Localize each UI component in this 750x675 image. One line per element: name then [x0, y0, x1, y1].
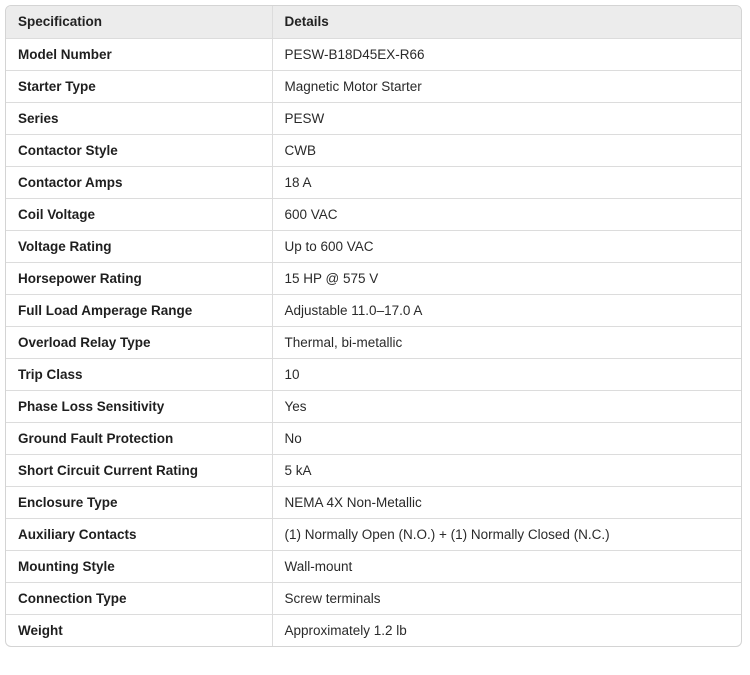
- spec-name-cell: Contactor Amps: [6, 166, 272, 198]
- spec-table: [6, 6, 741, 646]
- spec-detail-cell: (1) Normally Open (N.O.) + (1) Normally Closed (N.C.): [272, 518, 741, 550]
- spec-name-cell: Overload Relay Type: [6, 326, 272, 358]
- spec-detail-cell: Approximately 1.2 lb: [284, 622, 407, 638]
- table-row: [6, 390, 741, 422]
- table-row: [6, 582, 741, 614]
- spec-name-cell: Voltage Rating: [6, 230, 272, 262]
- spec-detail-cell: CWB: [272, 134, 741, 166]
- table-row: [6, 454, 741, 486]
- spec-detail-cell: Thermal, bi-metallic: [272, 326, 741, 358]
- table-row: [6, 550, 741, 582]
- spec-name-cell: Ground Fault Protection: [6, 422, 272, 454]
- spec-name-cell: Enclosure Type: [6, 486, 272, 518]
- spec-detail-cell: 18 A: [272, 166, 741, 198]
- table-row: [6, 134, 741, 166]
- table-row: [6, 230, 741, 262]
- spec-name-cell: Coil Voltage: [6, 198, 272, 230]
- spec-name-cell: Series: [6, 102, 272, 134]
- spec-detail-cell: PESW: [272, 102, 741, 134]
- spec-detail-cell: Yes: [272, 390, 741, 422]
- table-row: [6, 326, 741, 358]
- table-row: [6, 422, 741, 454]
- table-row: [6, 102, 741, 134]
- spec-detail-cell: 600 VAC: [272, 198, 741, 230]
- table-row: [6, 614, 741, 646]
- table-row: [6, 518, 741, 550]
- table-row: [6, 70, 741, 102]
- spec-name-cell: Starter Type: [6, 70, 272, 102]
- spec-name-cell: Connection Type: [6, 582, 272, 614]
- spec-detail-cell: 15 HP @ 575 V: [272, 262, 741, 294]
- table-row: [6, 262, 741, 294]
- table-row: [6, 198, 741, 230]
- column-header-details: Details: [272, 6, 741, 38]
- table-row: [6, 38, 741, 70]
- spec-detail-cell: No: [272, 422, 741, 454]
- spec-name-cell: Contactor Style: [6, 134, 272, 166]
- spec-detail-cell: Magnetic Motor Starter: [272, 70, 741, 102]
- table-row: [6, 294, 741, 326]
- spec-name-cell: Model Number: [6, 38, 272, 70]
- spec-name-cell: Mounting Style: [6, 550, 272, 582]
- table-row: [6, 358, 741, 390]
- spec-detail-cell: Up to 600 VAC: [272, 230, 741, 262]
- spec-detail-cell: 5 kA: [272, 454, 741, 486]
- table-header-row: [6, 6, 741, 38]
- spec-name-cell: Horsepower Rating: [6, 262, 272, 294]
- spec-detail-cell: Adjustable 11.0–17.0 A: [272, 294, 741, 326]
- spec-detail-cell: Screw terminals: [272, 582, 741, 614]
- spec-detail-cell: 10: [272, 358, 741, 390]
- table-row: [6, 486, 741, 518]
- spec-name-cell: Full Load Amperage Range: [6, 294, 272, 326]
- spec-name-cell: Phase Loss Sensitivity: [6, 390, 272, 422]
- column-header-specification: Specification: [6, 6, 272, 38]
- table-row: [6, 166, 741, 198]
- spec-name-cell: Auxiliary Contacts: [6, 518, 272, 550]
- table-body: [6, 38, 741, 646]
- spec-table-container: [5, 5, 742, 647]
- spec-detail-cell: NEMA 4X Non-Metallic: [272, 486, 741, 518]
- spec-detail-cell: PESW-B18D45EX-R66: [272, 38, 741, 70]
- spec-name-cell: Weight: [6, 614, 272, 646]
- spec-name-cell: Trip Class: [6, 358, 272, 390]
- spec-name-cell: Short Circuit Current Rating: [6, 454, 272, 486]
- spec-detail-cell: Wall-mount: [272, 550, 741, 582]
